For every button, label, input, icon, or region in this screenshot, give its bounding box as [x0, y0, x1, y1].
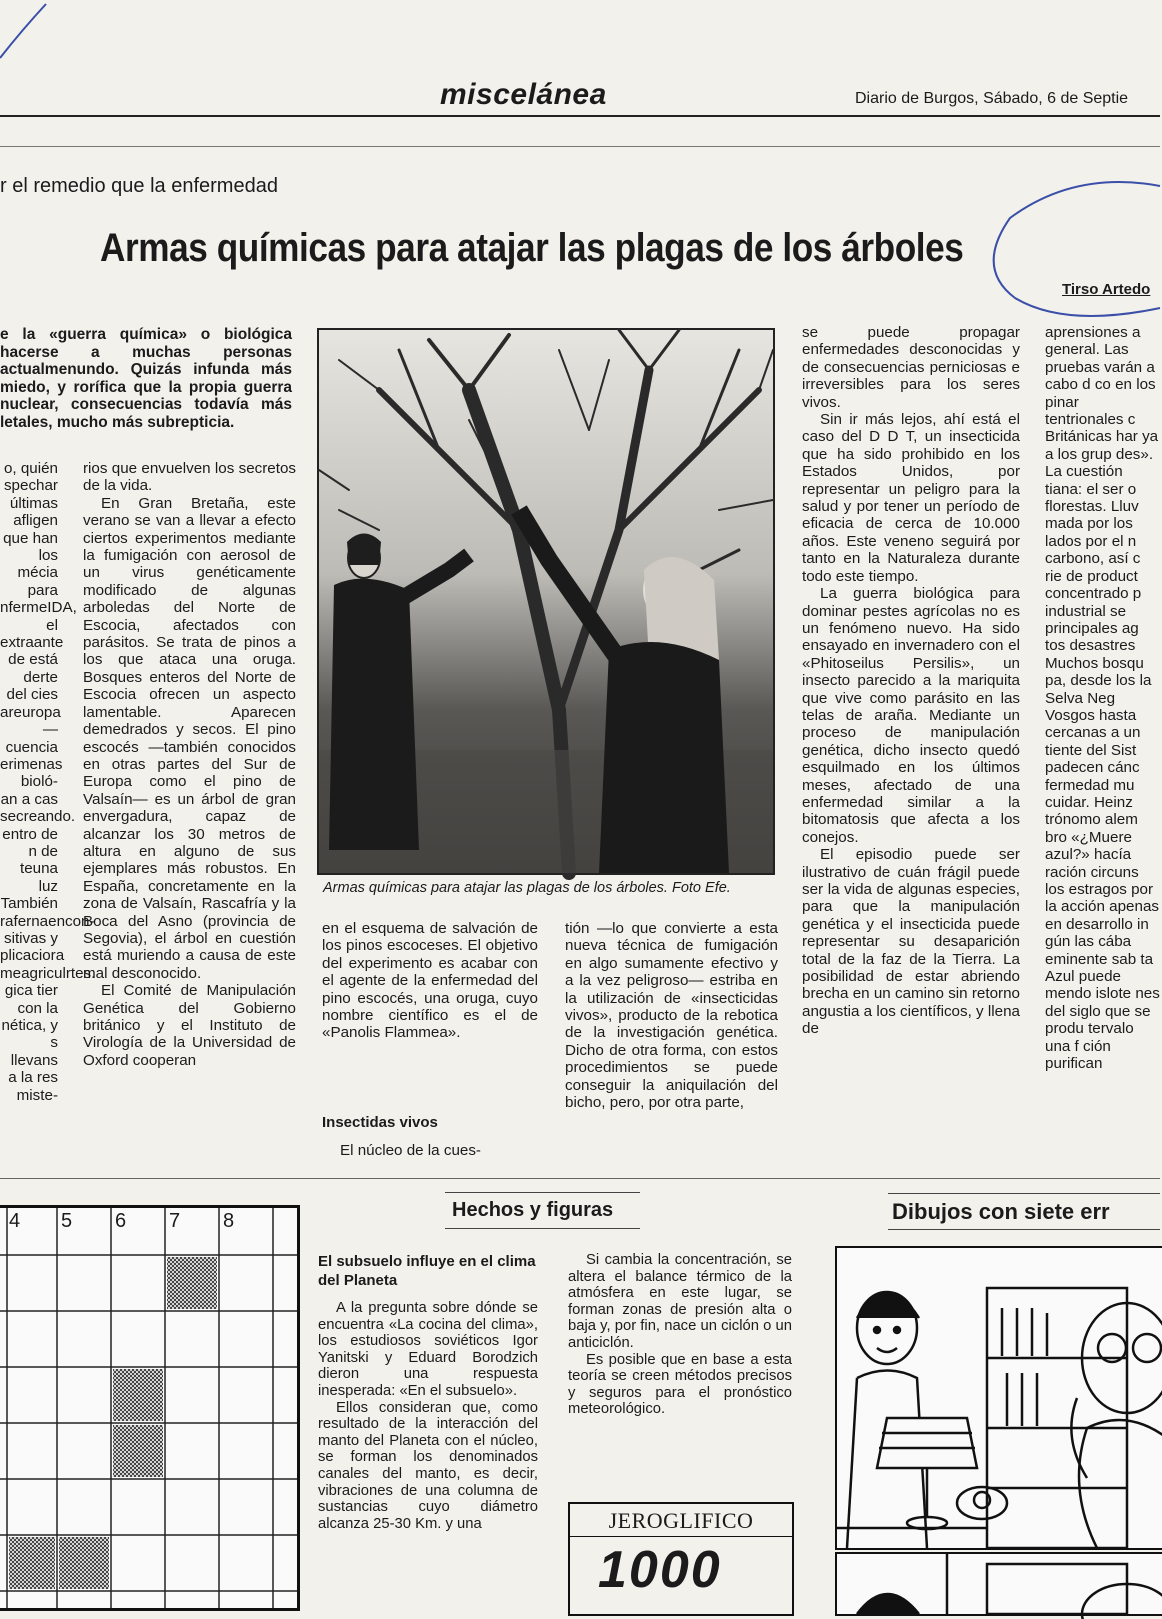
column-3-paragraph: El núcleo de la cues- [340, 1142, 481, 1159]
hechos-paragraph: Es posible que en base a esta teoría se creen métodos precisos y seguros para el pronóstico meteorológico. [568, 1351, 792, 1418]
lead-text: e la «guerra química» o biológica hacerse a muchas personas actualmenundo. Quizás infunda más miedo, y rorífica que la propia guerra nuclear, consecuencias todavía más letales, mucho más subrepticia. [0, 326, 292, 431]
jeroglifico-number: 1000 [598, 1541, 722, 1599]
blocked-cell [59, 1537, 109, 1589]
hechos-paragraph: Ellos consideran que, como resultado de la interacción del manto del Planeta con el núcleo, se forman los denominados canales del manto, es decir, vibraciones de una columna de sustancias cuyo diámetro alcanza 25-30 Km. y una [318, 1399, 538, 1532]
crossword-number: 8 [223, 1210, 235, 1232]
article-column-6 [1045, 324, 1160, 1166]
crossword-number: 6 [115, 1210, 127, 1232]
blocked-cell [113, 1425, 163, 1477]
column-6-text: aprensiones a general. Las pruebas varán a cabo d co en los pinar tentrionales c Británicas har ya a los grup des». La cuestión tiana: el ser o florestas. Lluv mada por los lados por el n carbono, así c rie de product concentrado p industrial se principales ag tos desastres Muchos bosqu pa, desde los la Selva Neg Vosgos hasta cercanas a un tiente del Sist padecen cánc fermedad mu cuidar. Heinz trónomo alem bro «¿Muere azul?» hacía ración circuns los estragos por la acción apenas en desarrollo in gún las cába eminente sab ta Azul puede mendo islote nes del siglo que se produ tervalo una f ción purifican [1045, 324, 1160, 1073]
masthead-rule-thin [0, 146, 1160, 147]
masthead-rule [0, 115, 1160, 117]
heading-rule [888, 1193, 1160, 1194]
column-2-paragraph: rios que envuelven los secretos de la vida. [83, 460, 296, 495]
blocked-cell [9, 1537, 55, 1589]
dateline: Diario de Burgos, Sábado, 6 de Septie [855, 90, 1129, 107]
hechos-column-2 [568, 1252, 792, 1482]
column-1-text: o, quién spechar últimas afligen que han los mécia para nfermeIDA, el extraante de está derte del cies areuropa— cuencia erimenas bioló- an a cas secreando. entro de n de teuna luz También rafernaencon- sitivas y plicaciora meagriculrtes. gica tier con la nética, y s llevans a la res miste- [0, 460, 96, 1104]
article-column-1 [0, 460, 96, 1165]
column-4-text: tión —lo que convierte a esta nueva técnica de fumigación en algo sumamente efectivo y a la vez peligroso— estriba en la utilización de «insecticidas vivos», producto de la rebotica de la investigación genética. Dicho de otra forma, con estos procedimientos se puede conseguir la aniquilación del bicho, pero, por otra parte, [565, 920, 778, 1112]
article-column-2 [83, 460, 296, 1168]
dibujos-heading: Dibujos con siete err [892, 1199, 1110, 1224]
column-2-paragraph: En Gran Bretaña, este verano se van a llevar a efecto ciertos experimentos mediante la fumigación con aerosol de un virus genéticamente modificado de algunas arboledas del Norte de Escocia, afectados con parásitos. Se trata de pinos a los que ataca una oruga. Bosques enteros del Norte de Escocia ofrecen un aspecto lamentable. Aparecen demedrados y secos. El pino escocés —también conocidos en otras partes del Sur de Europa como el pino de Valsaín— es un árbol de gran envergadura, capaz de alcanzar los 30 metros de altura en alguno de sus ejemplares más robustos. En España, concretamente en la zona de Valsaín, Rascafría y la Boca del Asno (provincia de Segovia), el árbol en cuestión está muriendo a causa de este mal desconocido. [83, 494, 296, 982]
byline: Tirso Artedo [1062, 281, 1151, 298]
heading-rule [445, 1228, 640, 1229]
headline: Armas químicas para atajar las plagas de los árboles [100, 226, 964, 270]
article-column-3 [322, 920, 538, 1085]
crossword-lines [0, 1208, 297, 1608]
photo-caption: Armas químicas para atajar las plagas de los árboles. Foto Efe. [323, 880, 731, 896]
column-5-paragraph: Sin ir más lejos, ahí está el caso del D D T, un insecticida que ha sido prohibido en los Estados Unidos, por representar un peligro para la salud y por tener un período de eficacia de cerca de 10.000 años. Este veneno seguirá por tanto en la Naturaleza durante todo este tiempo. [802, 411, 1020, 585]
article-column-5 [802, 324, 1020, 1166]
crossword-number: 5 [61, 1210, 73, 1232]
column-5-paragraph: La guerra biológica para dominar pestes agrícolas no es un fenómeno nuevo. Ha sido ensayado en invernadero con el «Phitoseilus Persilis», un insecto parecido a la mariquita que vive como parásito en las telas de araña. Mediante un proceso de manipulación genética, dicho insecto quedó esquilmado en los últimos meses, afectado de una enfermedad similar a la bitomatosis que afecta a los conejos. [802, 585, 1020, 846]
hechos-column-1 [318, 1300, 538, 1600]
pen-circle [985, 178, 1160, 328]
cartoon-drawing [837, 1248, 1162, 1548]
cartoon-panel [835, 1246, 1162, 1550]
article-column-4 [565, 920, 778, 1165]
pen-mark [0, 0, 60, 70]
hechos-paragraph: Si cambia la concentración, se altera el balance térmico de la atmósfera en este lugar, se forman zonas de presión alta o baja y, por fin, nace un ciclón o un anticiclón. [568, 1252, 792, 1351]
heading-rule [888, 1229, 1160, 1230]
crossword-number: 4 [9, 1210, 21, 1232]
hechos-paragraph: A la pregunta sobre dónde se encuentra «La cocina del clima», los estudiosos soviéticos Igor Yanitski y Eduard Borodzich dieron una respuesta inesperada: «En el subsuelo». [318, 1300, 538, 1399]
crossword-number: 7 [169, 1210, 181, 1232]
article-column-3b [322, 1142, 538, 1164]
section-divider [0, 1178, 1160, 1179]
jeroglifico-title: JEROGLIFICO [608, 1508, 754, 1533]
article-lead [0, 326, 292, 438]
jeroglifico-rule [570, 1536, 792, 1537]
cartoon-panel-2 [835, 1552, 1162, 1616]
subhead: Insectidas vivos [322, 1114, 438, 1131]
jeroglifico-box [568, 1502, 794, 1616]
section-title: miscelánea [440, 78, 607, 111]
column-5-paragraph: se puede propagar enfermedades desconocidas y de consecuencias perniciosas e irreversibles para los seres vivos. [802, 324, 1020, 411]
cartoon-drawing-2 [837, 1554, 1162, 1614]
news-photo [317, 328, 775, 875]
column-2-paragraph: El Comité de Manipulación Genética del Gobierno británico y el Instituto de Virología de la Universidad de Oxford cooperan [83, 982, 296, 1069]
kicker: r el remedio que la enfermedad [0, 175, 278, 197]
column-5-paragraph: El episodio puede ser ilustrativo de cuán frágil puede ser la vida de algunas especies, para que la manipulación genética y el insecticida puede representar su desaparición total de la faz de la Tierra. La posibilidad de estar abriendo brecha en un camino sin retorno angustia a los científicos, y llena de [802, 846, 1020, 1038]
blocked-cell [113, 1369, 163, 1421]
blocked-cell [167, 1257, 217, 1309]
heading-rule [445, 1192, 640, 1193]
hechos-heading: Hechos y figuras [452, 1199, 614, 1221]
column-3-paragraph: en el esquema de salvación de los pinos escoceses. El objetivo del experimento es acabar con el agente de la enfermedad del pino escocés, una oruga, cuyo nombre científico es el de «Panolis Flammea». [322, 920, 538, 1042]
crossword-grid [0, 1205, 300, 1611]
hechos-subheading: El subsuelo influye en el clima del Planeta [318, 1253, 536, 1289]
photo-illustration [319, 330, 773, 873]
